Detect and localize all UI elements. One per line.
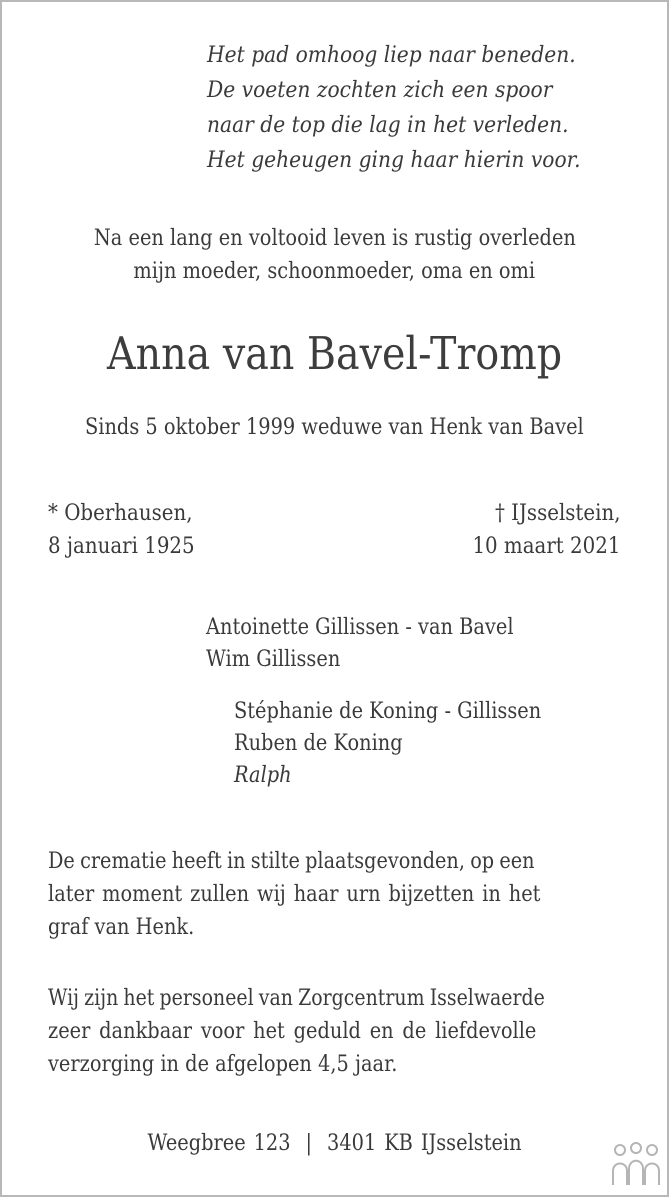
intro-line: Na een lang en voltooid leven is rustig overleden (93, 226, 576, 251)
paragraph-line: zeer dankbaar voor het geduld en de liefdevolle (48, 1019, 537, 1044)
paragraph-line: later moment zullen wij haar urn bijzetten in het (48, 882, 541, 907)
family-member: Antoinette Gillissen - van Bavel (206, 615, 514, 640)
address-city: IJsselstein (420, 1131, 522, 1156)
address-postal: 3401 KB (326, 1131, 413, 1156)
paragraph-line: graf van Henk. (48, 915, 195, 940)
address-street: Weegbree 123 (147, 1131, 291, 1156)
family-children (206, 612, 555, 676)
deceased-name-text: Anna van Bavel-Tromp (106, 327, 563, 380)
thanks-paragraph (48, 982, 624, 1081)
people-group-icon (610, 1141, 662, 1187)
family-member: Stéphanie de Koning - Gillissen (234, 699, 542, 724)
birth-date: 8 januari 1925 (48, 534, 195, 559)
poem-line: Het geheugen ging haar hierin voor. (207, 148, 581, 173)
deceased-name (2, 322, 667, 386)
birth-place: * Oberhausen, (48, 501, 193, 526)
family-member-great-grandchild: Ralph (234, 763, 292, 788)
poem-line: naar de top die lag in het verleden. (207, 113, 569, 138)
poem-line: De voeten zochten zich een spoor (207, 78, 553, 103)
death-info (456, 497, 620, 563)
death-place: † IJsselstein, (494, 501, 620, 526)
widow-line (2, 412, 667, 444)
address-separator: | (305, 1131, 313, 1156)
family-grandchildren (234, 696, 583, 792)
address (2, 1127, 667, 1161)
poem-line: Het pad omhoog liep naar beneden. (207, 43, 576, 68)
cremation-paragraph (48, 845, 624, 944)
death-date: 10 maart 2021 (472, 534, 620, 559)
family-member: Wim Gillissen (206, 647, 341, 672)
poem (207, 38, 613, 178)
intro-text (2, 222, 667, 288)
paragraph-line: De crematie heeft in stilte plaatsgevonden, op een (48, 849, 535, 874)
birth-info (48, 497, 211, 563)
widow-line-text: Sinds 5 oktober 1999 weduwe van Henk van Bavel (85, 415, 584, 440)
family-member: Ruben de Koning (234, 731, 403, 756)
paragraph-line: Wij zijn het personeel van Zorgcentrum Isselwaerde (48, 986, 545, 1011)
paragraph-line: verzorging in de afgelopen 4,5 jaar. (48, 1052, 398, 1077)
intro-line: mijn moeder, schoonmoeder, oma en omi (133, 259, 536, 284)
